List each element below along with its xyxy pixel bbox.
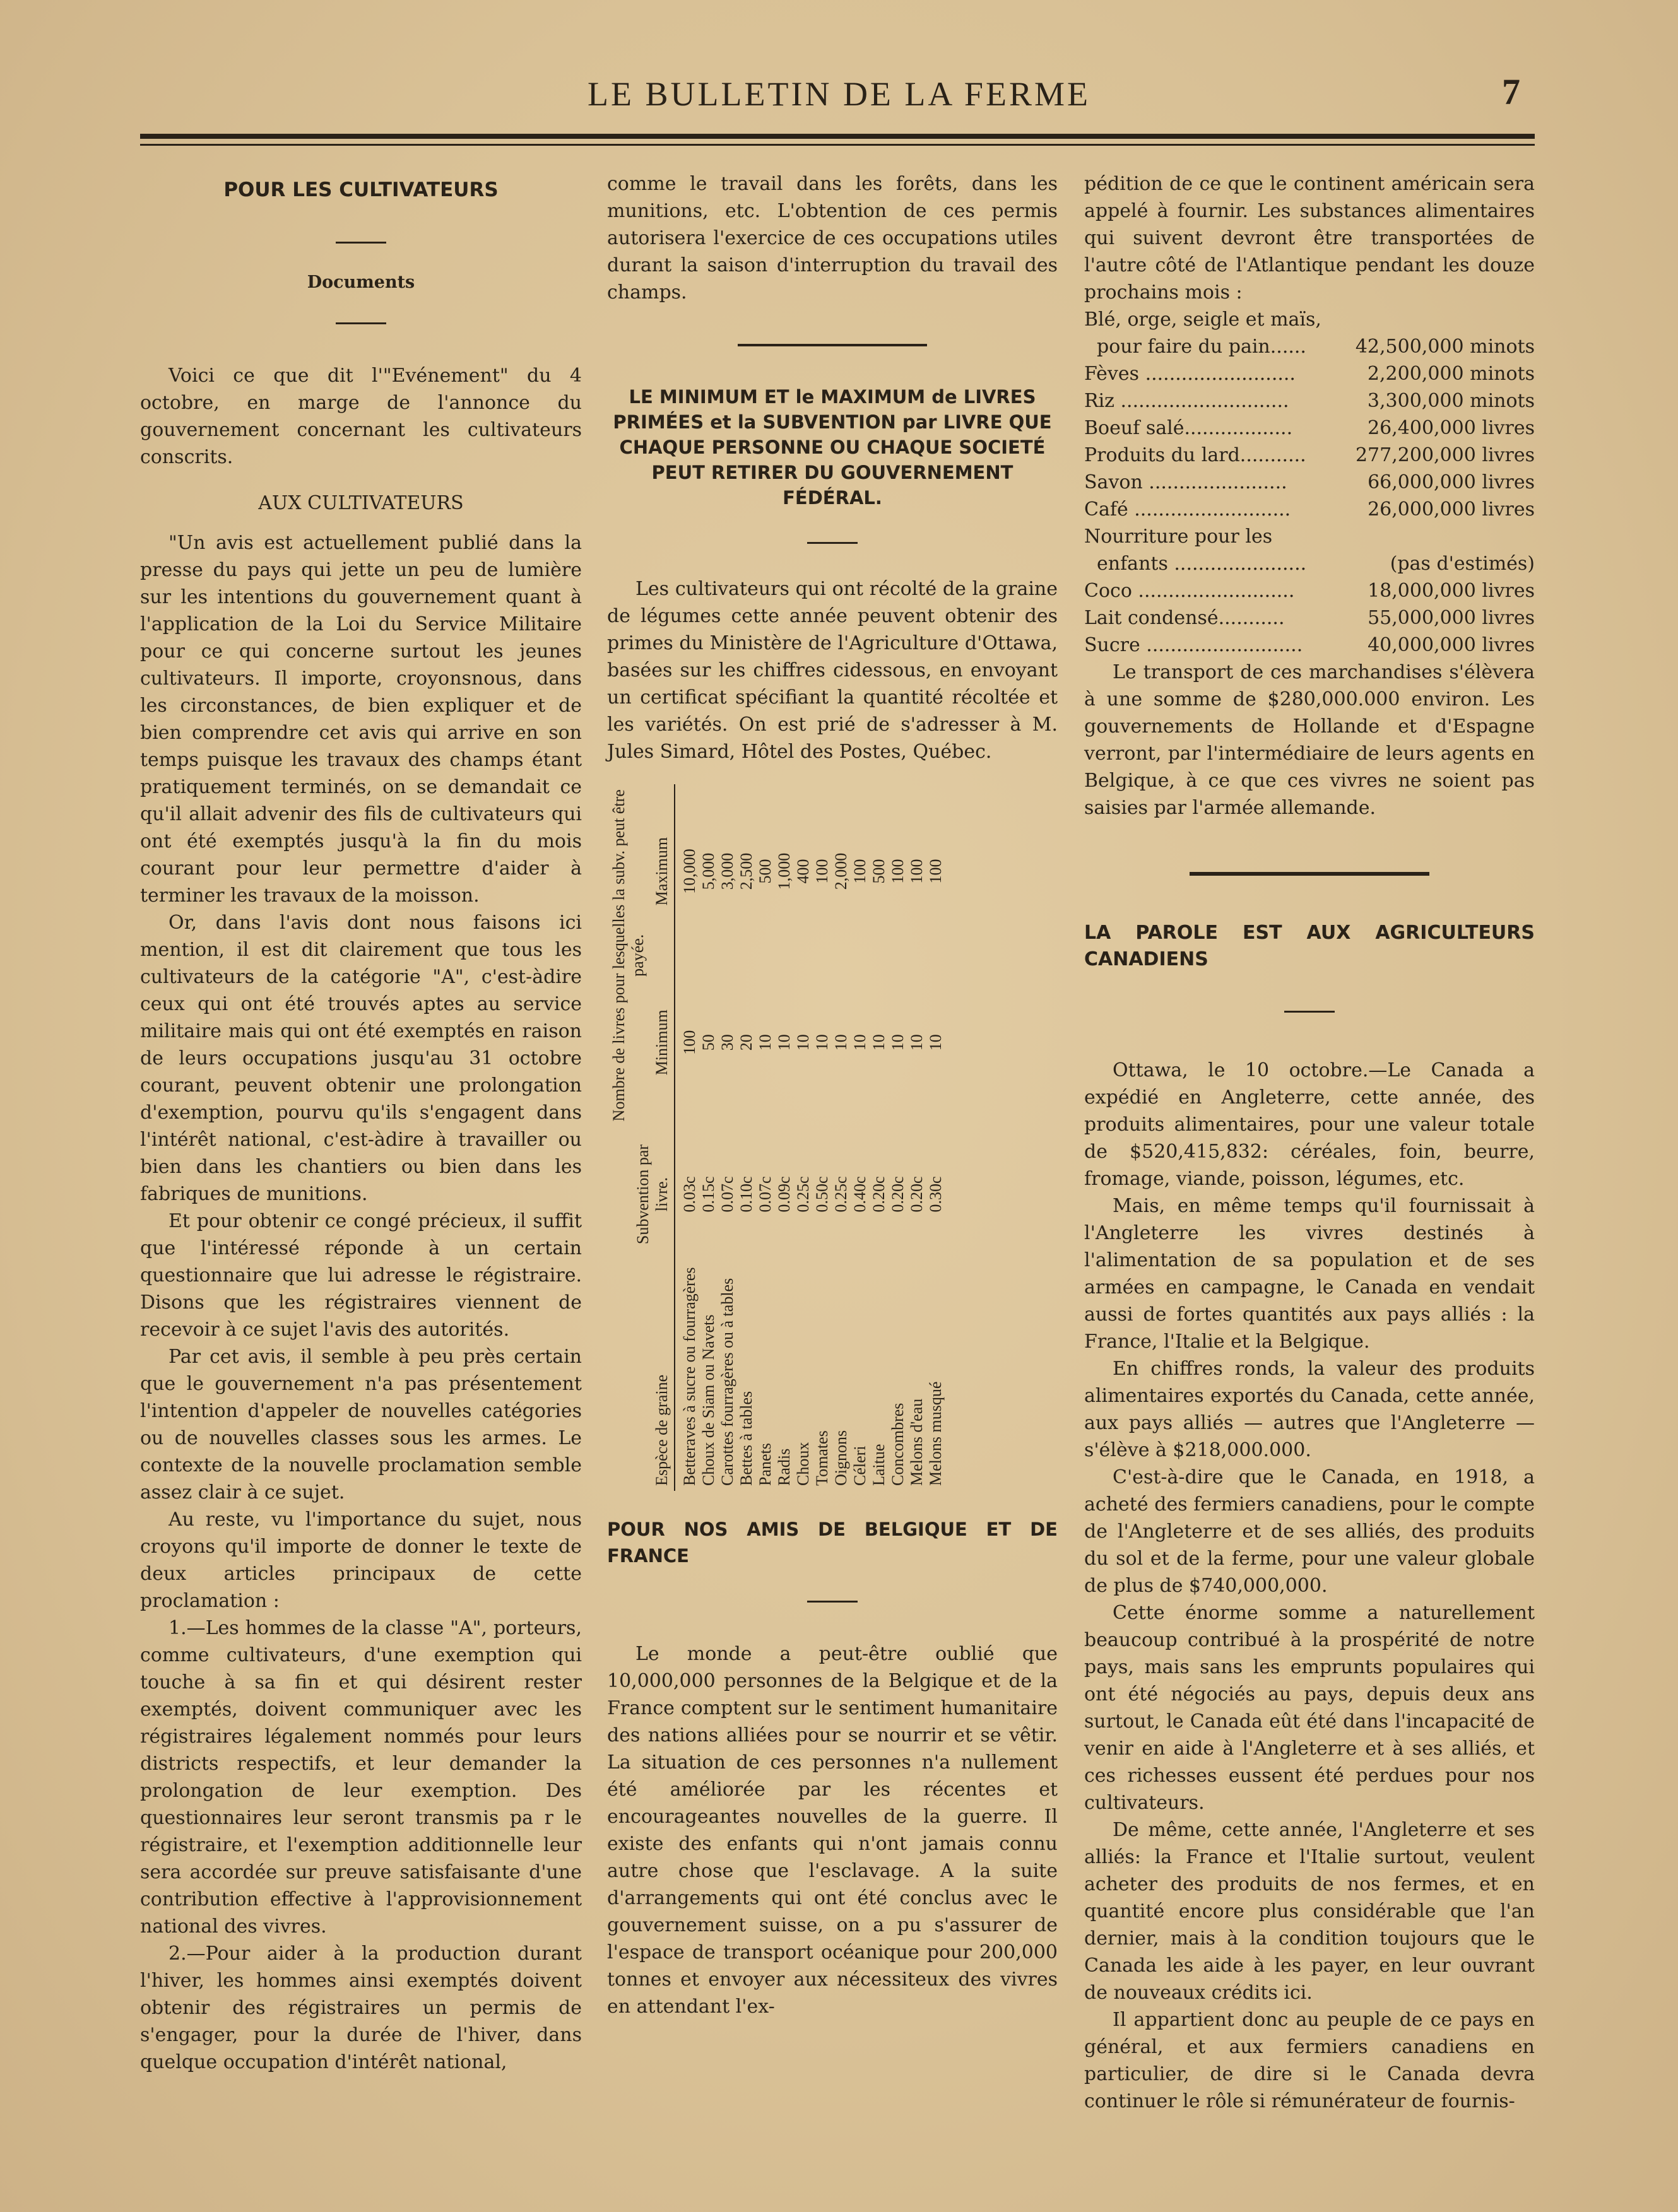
list-item-value: 26,000,000 livres	[1368, 498, 1535, 521]
subvention-cell: 0.40c	[851, 1176, 869, 1213]
col-header-subvention: Subvention par livre.	[634, 1144, 671, 1245]
species-cell: Betteraves à sucre ou fourragères	[680, 1267, 699, 1486]
section-subtitle: AUX CULTIVATEURS	[258, 492, 464, 514]
paragraph: 2.—Pour aider à la production durant l'hiver, les hommes ainsi exemptés doivent obtenir des régistraires un permis de s'engager, pour la durée de l'hiver, dans quelque occupation d'intérêt national,	[140, 1943, 582, 2073]
column-1	[140, 170, 582, 2076]
paragraph: C'est-à-dire que le Canada, en 1918, a acheté des fermiers canadiens, pour le compte de l'Angleterre et de ses alliés, des produits du sol et de la ferme, pour une valeur globale de plus de $740,000,000.	[1084, 1466, 1535, 1597]
paragraph: 1.—Les hommes de la classe "A", porteurs, comme cultivateurs, d'une exemption qui touche à sa fin et qui désirent rester exemptés, doivent communiquer avec les régistraires légalement nommés pour leurs districts respectifs, et leur demander la prolongation de leur exemption. Des questionnaires leur seront transmis pa r le régistraire, et l'exemption additionnelle leur sera accordée sur preuve satisfaisante d'une contribution effective à l'approvisionnement national des vivres.	[140, 1617, 582, 1938]
list-item-label: Nourriture pour les	[1084, 526, 1273, 548]
paragraph: Les cultivateurs qui ont récolté de la graine de légumes cette année peuvent obtenir des primes du Ministère de l'Agriculture d'Ottawa, basées sur les chiffres cidessous, en envoyant un certificat spécifiant la quantité récoltée et les variétés. On est prié de s'adresser à M. Jules Simard, Hôtel des Postes, Québec.	[607, 578, 1058, 763]
paragraph: Or, dans l'avis dont nous faisons ici mention, il est dit clairement que tous les cultivateurs de la catégorie "A", c'est-àdire ceux qui ont été trouvés aptes au service militaire mais qui ont été exemptés en raison de leurs occupations jusqu'au 31 octobre courant, peuvent obtenir une prolongation d'exemption, pourvu qu'ils s'engagent dans l'intérêt national, c'est-àdire à travailler ou bien dans les chantiers ou bien dans les fabriques de munitions.	[140, 912, 582, 1205]
paragraph: Cette énorme somme a naturellement beaucoup contribué à la prospérité de notre pays, mais sans les emprunts populaires qui ont été négociés au pays, depuis deux ans surtout, le Canada eût été dans l'incapacité de venir en aide à l'Angleterre et à ses alliés, et ces richesses eussent été perdues pour nos cultivateurs.	[1084, 1602, 1535, 1814]
paragraph: pédition de ce que le continent américain sera appelé à fournir. Les substances alimentaires qui suivent devront être transportées de l'autre côté de l'Atlantique pendant les douze prochains mois :	[1084, 173, 1535, 303]
table-row	[675, 784, 699, 1491]
table-row	[889, 784, 907, 1491]
subvention-cell: 0.09c	[775, 1176, 793, 1213]
divider	[1190, 872, 1429, 876]
maximum-cell: 10,000	[680, 849, 699, 894]
list-item-value: 277,200,000 livres	[1355, 444, 1535, 466]
list-item-label: Blé, orge, seigle et maïs,	[1084, 309, 1321, 331]
column-2	[607, 170, 1058, 2020]
list-item-label: Boeuf salé..................	[1084, 417, 1293, 439]
species-cell: Melons musqué	[926, 1381, 945, 1486]
list-item-label: Coco ..........................	[1084, 580, 1295, 602]
list-item-value: 3,300,000 minots	[1367, 390, 1535, 412]
subvention-cell: 0.07c	[718, 1176, 736, 1213]
list-item	[1084, 469, 1535, 496]
article-heading: LE MINIMUM ET le MAXIMUM de LIVRES PRIMÉES et la SUBVENTION par LIVRE QUE CHAQUE PERSONNE OU CHAQUE SOCIETÉ PEUT RETIRER DU GOUVERNEMENT FÉDÉRAL.	[613, 386, 1052, 509]
maximum-cell: 2,000	[832, 852, 850, 890]
article-heading-line: POUR NOS AMIS DE BELGIQUE ET DE FRANCE	[607, 1519, 1058, 1567]
species-cell: Melons d'eau	[907, 1398, 926, 1486]
maximum-cell: 500	[756, 859, 774, 884]
minimum-cell: 10	[889, 1034, 907, 1051]
divider	[807, 542, 858, 544]
paragraph: Voici ce que dit l'"Evénement" du 4 octobre, en marge de l'annonce du gouvernement concernant les cultivateurs conscrits.	[140, 365, 582, 468]
page-number: 7	[1502, 71, 1520, 112]
minimum-cell: 10	[756, 1034, 774, 1051]
list-item-label: enfants ......................	[1097, 553, 1307, 575]
paragraph: Par cet avis, il semble à peu près certain que le gouvernement n'a pas présentement l'intention d'appeler de nouvelles catégories ou de nouvelles classes sous les armes. Le contexte de la nouvelle proclamation semble assez clair à ce sujet.	[140, 1346, 582, 1503]
species-cell: Bettes à tables	[737, 1391, 755, 1486]
maximum-cell: 400	[794, 859, 812, 884]
list-item	[1084, 523, 1535, 550]
list-item-value: 42,500,000 minots	[1355, 336, 1535, 358]
species-cell: Tomates	[813, 1430, 831, 1486]
maximum-cell: 3,000	[718, 852, 736, 890]
subvention-cell: 0.50c	[813, 1176, 831, 1213]
list-item-value: 26,400,000 livres	[1368, 417, 1535, 439]
divider	[1284, 1011, 1335, 1013]
table-row	[870, 784, 889, 1491]
list-item-value: 66,000,000 livres	[1368, 471, 1535, 493]
article-heading	[607, 1516, 1058, 1569]
subvention-cell: 0.25c	[794, 1176, 812, 1213]
list-item-value: 2,200,000 minots	[1367, 363, 1535, 385]
paragraph: "Un avis est actuellement publié dans la presse du pays qui jette un peu de lumière sur les intentions du gouvernement quant à l'application de la Loi du Service Militaire pour ce qui concerne surtout les jeunes cultivateurs. Il importe, croyonsnous, dans les circonstances, de bien expliquer et de bien comprendre cet avis qui arrive en son temps puisque les travaux des champs étant pratiquement terminés, on se demandait ce qu'il allait advenir des fils de cultivateurs qui ont été exemptés jusqu'à la fin du mois courant pour leur permettre d'aider à terminer les travaux de la moisson.	[140, 532, 582, 907]
list-item-value: 55,000,000 livres	[1368, 607, 1535, 629]
list-item	[1084, 632, 1535, 659]
list-item-label: Produits du lard...........	[1084, 444, 1306, 466]
table-row	[699, 784, 718, 1491]
list-item-value: 40,000,000 livres	[1368, 634, 1535, 656]
maximum-cell: 100	[926, 859, 945, 884]
list-item-label: Lait condensé...........	[1084, 607, 1285, 629]
table-row	[756, 784, 775, 1491]
species-cell: Concombres	[889, 1403, 907, 1486]
col-header-species: Espèce de graine	[653, 1374, 671, 1486]
list-item-label: Savon .......................	[1084, 471, 1287, 493]
maximum-cell: 1,000	[775, 852, 793, 890]
species-cell: Radis	[775, 1448, 793, 1486]
subvention-cell: 0.25c	[832, 1176, 850, 1213]
col-header-group: Nombre de livres pour lesquelles la subv. peut être payée.	[610, 789, 647, 1122]
table-row	[907, 784, 926, 1491]
food-list	[1084, 306, 1535, 659]
col-header-minimum: Minimum	[653, 1009, 671, 1076]
table-row	[775, 784, 794, 1491]
list-item	[1084, 333, 1535, 360]
list-item	[1084, 415, 1535, 442]
subvention-cell: 0.20c	[889, 1176, 907, 1213]
maximum-cell: 5,000	[699, 852, 718, 890]
paragraph: Il appartient donc au peuple de ce pays en général, et aux fermiers canadiens en particulier, de dire si le Canada devra continuer le rôle si rémunérateur de fournis-	[1084, 2009, 1535, 2112]
species-cell: Oignons	[832, 1430, 850, 1486]
minimum-cell: 30	[718, 1034, 736, 1051]
table-row	[926, 784, 945, 1491]
header-rule-thin	[140, 144, 1535, 146]
paragraph: Au reste, vu l'importance du sujet, nous croyons qu'il importe de donner le texte de deux articles principaux de cette proclamation :	[140, 1509, 582, 1612]
subvention-cell: 0.10c	[737, 1176, 755, 1213]
paragraph: En chiffres ronds, la valeur des produits alimentaires exportés du Canada, cette année, aux pays alliés — autres que l'Angleterre — s'élève à $218,000.000.	[1084, 1358, 1535, 1461]
article-heading: POUR LES CULTIVATEURS	[223, 179, 499, 201]
minimum-cell: 50	[699, 1034, 718, 1051]
maximum-cell: 2,500	[737, 852, 755, 890]
paragraph: Et pour obtenir ce congé précieux, il suffit que l'intéressé réponde à un certain questionnaire que lui adresse le régistraire. Disons que les régistraires viennent de recevoir à ce sujet l'avis des autorités.	[140, 1210, 582, 1341]
header-rule-thick	[140, 134, 1535, 139]
species-cell: Choux de Siam ou Navets	[699, 1314, 718, 1486]
minimum-cell: 20	[737, 1034, 755, 1051]
col-header-maximum: Maximum	[653, 837, 671, 906]
article-subheading: Documents	[307, 273, 415, 292]
minimum-cell: 10	[775, 1034, 793, 1051]
minimum-cell: 100	[680, 1030, 699, 1055]
list-item-value: 18,000,000 livres	[1368, 580, 1535, 602]
article-heading: LA PAROLE EST AUX AGRICULTEURS CANADIENS	[1084, 922, 1535, 970]
species-cell: Panets	[756, 1443, 774, 1486]
maximum-cell: 100	[851, 859, 869, 884]
paragraph: Le transport de ces marchandises s'élèvera à une somme de $280,000.000 environ. Les gouvernements de Hollande et d'Espagne verront, par l'intermédiaire de leurs agents en Belgique, à ce que ces vivres ne soient pas saisies par l'armée allemande.	[1084, 661, 1535, 819]
divider	[738, 344, 927, 346]
minimum-cell: 10	[907, 1034, 926, 1051]
list-item-label: pour faire du pain......	[1097, 336, 1306, 358]
minimum-cell: 10	[794, 1034, 812, 1051]
list-item	[1084, 387, 1535, 415]
species-cell: Laitue	[870, 1444, 888, 1486]
list-item	[1084, 360, 1535, 387]
minimum-cell: 10	[813, 1034, 831, 1051]
table-row	[794, 784, 813, 1491]
paragraph: comme le travail dans les forêts, dans les munitions, etc. L'obtention de ces permis autorisera l'exercice de ces occupations utiles durant la saison d'interruption du travail des champs.	[607, 173, 1058, 303]
minimum-cell: 10	[926, 1034, 945, 1051]
table-row	[737, 784, 756, 1491]
list-item	[1084, 306, 1535, 333]
list-item	[1084, 442, 1535, 469]
subvention-cell: 0.20c	[907, 1176, 926, 1213]
species-cell: Céleri	[851, 1445, 869, 1486]
list-item-value: (pas d'estimés)	[1390, 553, 1535, 575]
minimum-cell: 10	[870, 1034, 888, 1051]
subvention-cell: 0.15c	[699, 1176, 718, 1213]
paragraph: Mais, en même temps qu'il fournissait à l'Angleterre les vivres destinés à l'alimentation de sa population et de ses armées en campagne, le Canada en vendait aussi de fortes quantités aux pays alliés : la France, l'Italie et la Belgique.	[1084, 1195, 1535, 1353]
minimum-cell: 10	[832, 1034, 850, 1051]
list-item	[1084, 496, 1535, 523]
subvention-cell: 0.03c	[680, 1176, 699, 1213]
species-cell: Choux	[794, 1442, 812, 1486]
table-row	[851, 784, 870, 1491]
seed-premium-table	[607, 784, 1058, 1491]
list-item-label: Sucre ..........................	[1084, 634, 1303, 656]
divider	[807, 1601, 858, 1603]
subvention-cell: 0.07c	[756, 1176, 774, 1213]
subvention-cell: 0.30c	[926, 1176, 945, 1213]
maximum-cell: 500	[870, 859, 888, 884]
paragraph: De même, cette année, l'Angleterre et ses alliés: la France et l'Italie surtout, veulent acheter des produits de nos fermes, et en quantité encore plus considérable que l'an dernier, mais à la condition toujours que le Canada les aide à les payer, en leur ouvrant de nouveaux crédits ici.	[1084, 1819, 1535, 2004]
list-item	[1084, 550, 1535, 577]
list-item-label: Fèves .........................	[1084, 363, 1296, 385]
maximum-cell: 100	[889, 859, 907, 884]
paragraph: Le monde a peut-être oublié que 10,000,000 personnes de la Belgique et de la France comptent sur le sentiment humanitaire des nations alliées pour se nourrir et se vêtir. La situation de ces personnes n'a nullement été améliorée par les récentes et encourageantes nouvelles de la guerre. Il existe des enfants qui n'ont jamais connu autre chose que l'esclavage. A la suite d'arrangements qui ont été conclus avec le gouvernement suisse, on a pu s'assurer de l'espace de transport océanique pour 200,000 tonnes et envoyer aux nécessiteux des vivres en attendant l'ex-	[607, 1643, 1058, 2018]
newspaper-title: LE BULLETIN DE LA FERME	[588, 75, 1090, 113]
divider	[336, 242, 386, 244]
column-3	[1084, 170, 1535, 2115]
list-item-label: Riz ............................	[1084, 390, 1289, 412]
maximum-cell: 100	[907, 859, 926, 884]
species-cell: Carottes fourragères ou à tables	[718, 1278, 736, 1486]
list-item-label: Café ..........................	[1084, 498, 1291, 521]
table-row	[832, 784, 851, 1491]
paragraph: Ottawa, le 10 octobre.—Le Canada a expédié en Angleterre, cette année, des produits alimentaires, pour une valeur totale de $520,415,832: céréales, foin, beurre, fromage, viande, poisson, légumes, etc.	[1084, 1059, 1535, 1190]
table-row	[813, 784, 832, 1491]
minimum-cell: 10	[851, 1034, 869, 1051]
maximum-cell: 100	[813, 859, 831, 884]
table-row	[718, 784, 737, 1491]
subvention-cell: 0.20c	[870, 1176, 888, 1213]
list-item	[1084, 577, 1535, 604]
divider	[336, 322, 386, 324]
list-item	[1084, 604, 1535, 632]
